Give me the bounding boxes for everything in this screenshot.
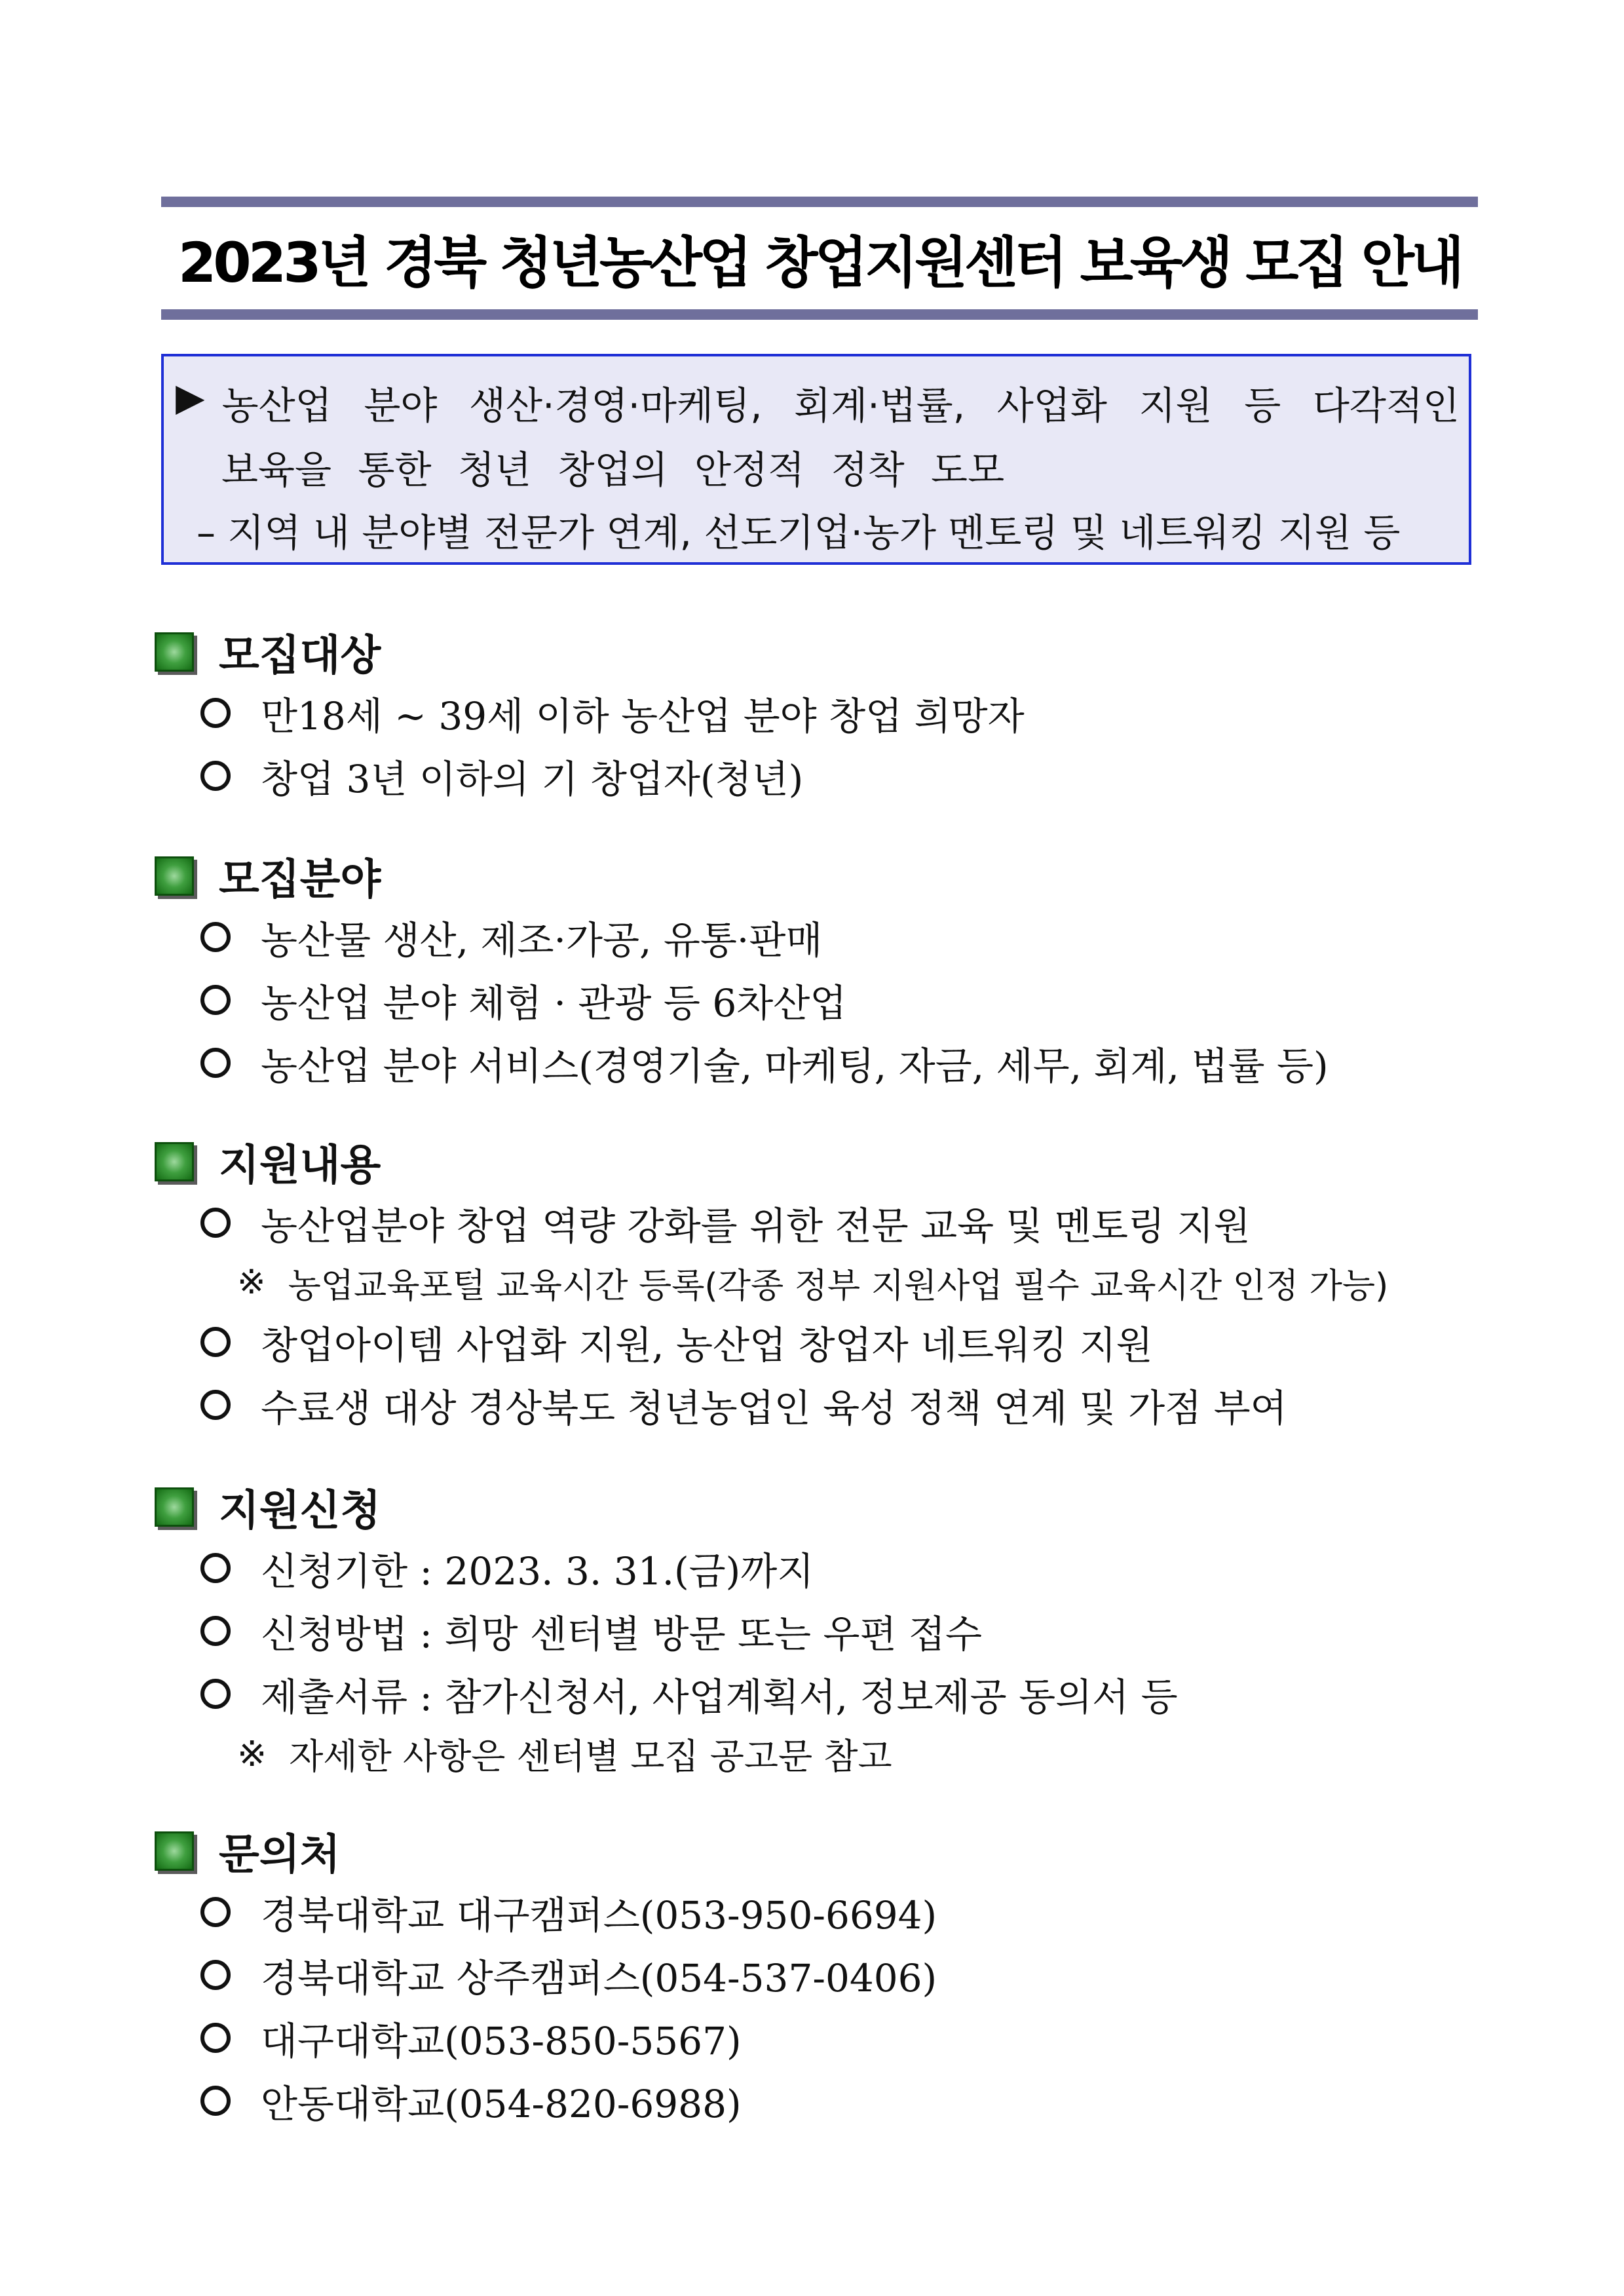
circle-bullet-icon — [200, 1679, 231, 1709]
list-item-text: 대구대학교(053-850-5567) — [261, 2019, 742, 2063]
list-item — [155, 1191, 1388, 1254]
list-item-text: 경북대학교 상주캠퍼스(054-537-0406) — [261, 1956, 937, 2000]
section-recruit-target — [155, 622, 1025, 807]
list-item-text: 안동대학교(054-820-6988) — [261, 2082, 742, 2126]
section-recruit-field — [155, 847, 1329, 1094]
list-item — [155, 1311, 1388, 1373]
list-item — [155, 1662, 1178, 1725]
list-item-text: 신청방법 : 희망 센터별 방문 또는 우편 접수 — [261, 1612, 983, 1656]
section-header — [155, 847, 1329, 906]
summary-box — [161, 354, 1471, 565]
note — [155, 1254, 1388, 1311]
list-item — [155, 2069, 937, 2132]
green-square-bullet-icon — [155, 856, 194, 896]
section-title: 모집대상 — [219, 632, 381, 680]
circle-bullet-icon — [200, 1048, 231, 1078]
title-top-rule — [161, 197, 1478, 207]
circle-bullet-icon — [200, 1208, 231, 1238]
circle-bullet-icon — [200, 1616, 231, 1646]
list-item-text: 제출서류 : 참가신청서, 사업계획서, 정보제공 동의서 등 — [261, 1675, 1178, 1719]
green-square-bullet-icon — [155, 1142, 194, 1181]
summary-line-2: 보육을 통한 청년 창업의 안정적 정착 도모 — [221, 448, 1005, 492]
section-header — [155, 1822, 937, 1881]
circle-bullet-icon — [200, 698, 231, 728]
section-header — [155, 1478, 1178, 1537]
note — [155, 1725, 1178, 1782]
list-item-text: 신청기한 : 2023. 3. 31.(금)까지 — [261, 1549, 814, 1594]
circle-bullet-icon — [200, 1327, 231, 1357]
note-text: 자세한 사항은 센터별 모집 공고문 참고 — [289, 1735, 892, 1777]
circle-bullet-icon — [200, 1390, 231, 1420]
list-item — [155, 906, 1329, 968]
title-block — [161, 197, 1478, 320]
circle-bullet-icon — [200, 1553, 231, 1583]
list-item — [155, 1537, 1178, 1599]
circle-bullet-icon — [200, 1897, 231, 1927]
summary-word: 농산업 — [221, 383, 332, 428]
list-item-text: 수료생 대상 경상북도 청년농업인 육성 정책 연계 및 가점 부여 — [261, 1386, 1287, 1430]
list-item — [155, 1031, 1329, 1094]
list-item-text: 농산업 분야 서비스(경영기술, 마케팅, 자금, 세무, 회계, 법률 등) — [261, 1044, 1329, 1088]
page-title: 2023년 경북 청년농산업 창업지원센터 보육생 모집 안내 — [178, 230, 1462, 295]
circle-bullet-icon — [200, 1960, 231, 1990]
title-bottom-rule — [161, 309, 1478, 320]
list-item — [155, 744, 1025, 807]
list-item-text: 만18세 ~ 39세 이하 농산업 분야 창업 희망자 — [261, 694, 1025, 738]
list-item-text: 농산물 생산, 제조·가공, 유통·판매 — [261, 918, 823, 963]
summary-word: 등 — [1244, 383, 1281, 428]
section-title: 모집분야 — [219, 856, 381, 904]
section-title: 지원내용 — [219, 1141, 381, 1190]
reference-mark-icon: ※ — [237, 1732, 267, 1774]
summary-word: 지원 — [1139, 383, 1213, 428]
list-item-text: 창업아이템 사업화 지원, 농산업 창업자 네트워킹 지원 — [261, 1323, 1153, 1368]
summary-word: 분야 — [364, 383, 438, 428]
reference-mark-icon: ※ — [237, 1263, 266, 1302]
note-text: 농업교육포털 교육시간 등록(각종 정부 지원사업 필수 교육시간 인정 가능) — [288, 1266, 1389, 1306]
section-title: 문의처 — [219, 1831, 341, 1879]
circle-bullet-icon — [200, 2086, 231, 2116]
summary-line-1 — [176, 375, 1460, 430]
list-item — [155, 1373, 1388, 1436]
list-item-text: 농산업 분야 체험 · 관광 등 6차산업 — [261, 981, 847, 1025]
summary-line-3: – 지역 내 분야별 전문가 연계, 선도기업·농가 멘토링 및 네트워킹 지원 등 — [197, 510, 1401, 555]
section-title: 지원신청 — [219, 1487, 381, 1535]
list-item — [155, 2006, 937, 2069]
section-application — [155, 1478, 1178, 1782]
list-item-text: 농산업분야 창업 역량 강화를 위한 전문 교육 및 멘토링 지원 — [261, 1204, 1251, 1248]
section-support-content — [155, 1132, 1388, 1436]
section-header — [155, 1132, 1388, 1191]
circle-bullet-icon — [200, 2023, 231, 2053]
summary-word: 생산·경영·마케팅, — [469, 383, 763, 428]
green-square-bullet-icon — [155, 1487, 194, 1527]
circle-bullet-icon — [200, 985, 231, 1015]
green-square-bullet-icon — [155, 1831, 194, 1871]
summary-word: 회계·법률, — [794, 383, 966, 428]
list-item — [155, 1599, 1178, 1662]
green-square-bullet-icon — [155, 632, 194, 672]
summary-word: 사업화 — [996, 383, 1107, 428]
list-item — [155, 1943, 937, 2006]
list-item-text: 경북대학교 대구캠퍼스(053-950-6694) — [261, 1893, 937, 1938]
list-item-text: 창업 3년 이하의 기 창업자(청년) — [261, 757, 804, 801]
list-item — [155, 681, 1025, 744]
list-item — [155, 968, 1329, 1031]
summary-line-1-text — [222, 375, 1460, 430]
summary-word: 다각적인 — [1312, 383, 1460, 428]
section-contact — [155, 1822, 937, 2132]
triangle-marker-icon: ▶ — [176, 375, 205, 419]
list-item — [155, 1881, 937, 1943]
circle-bullet-icon — [200, 922, 231, 952]
section-header — [155, 622, 1025, 681]
circle-bullet-icon — [200, 761, 231, 791]
